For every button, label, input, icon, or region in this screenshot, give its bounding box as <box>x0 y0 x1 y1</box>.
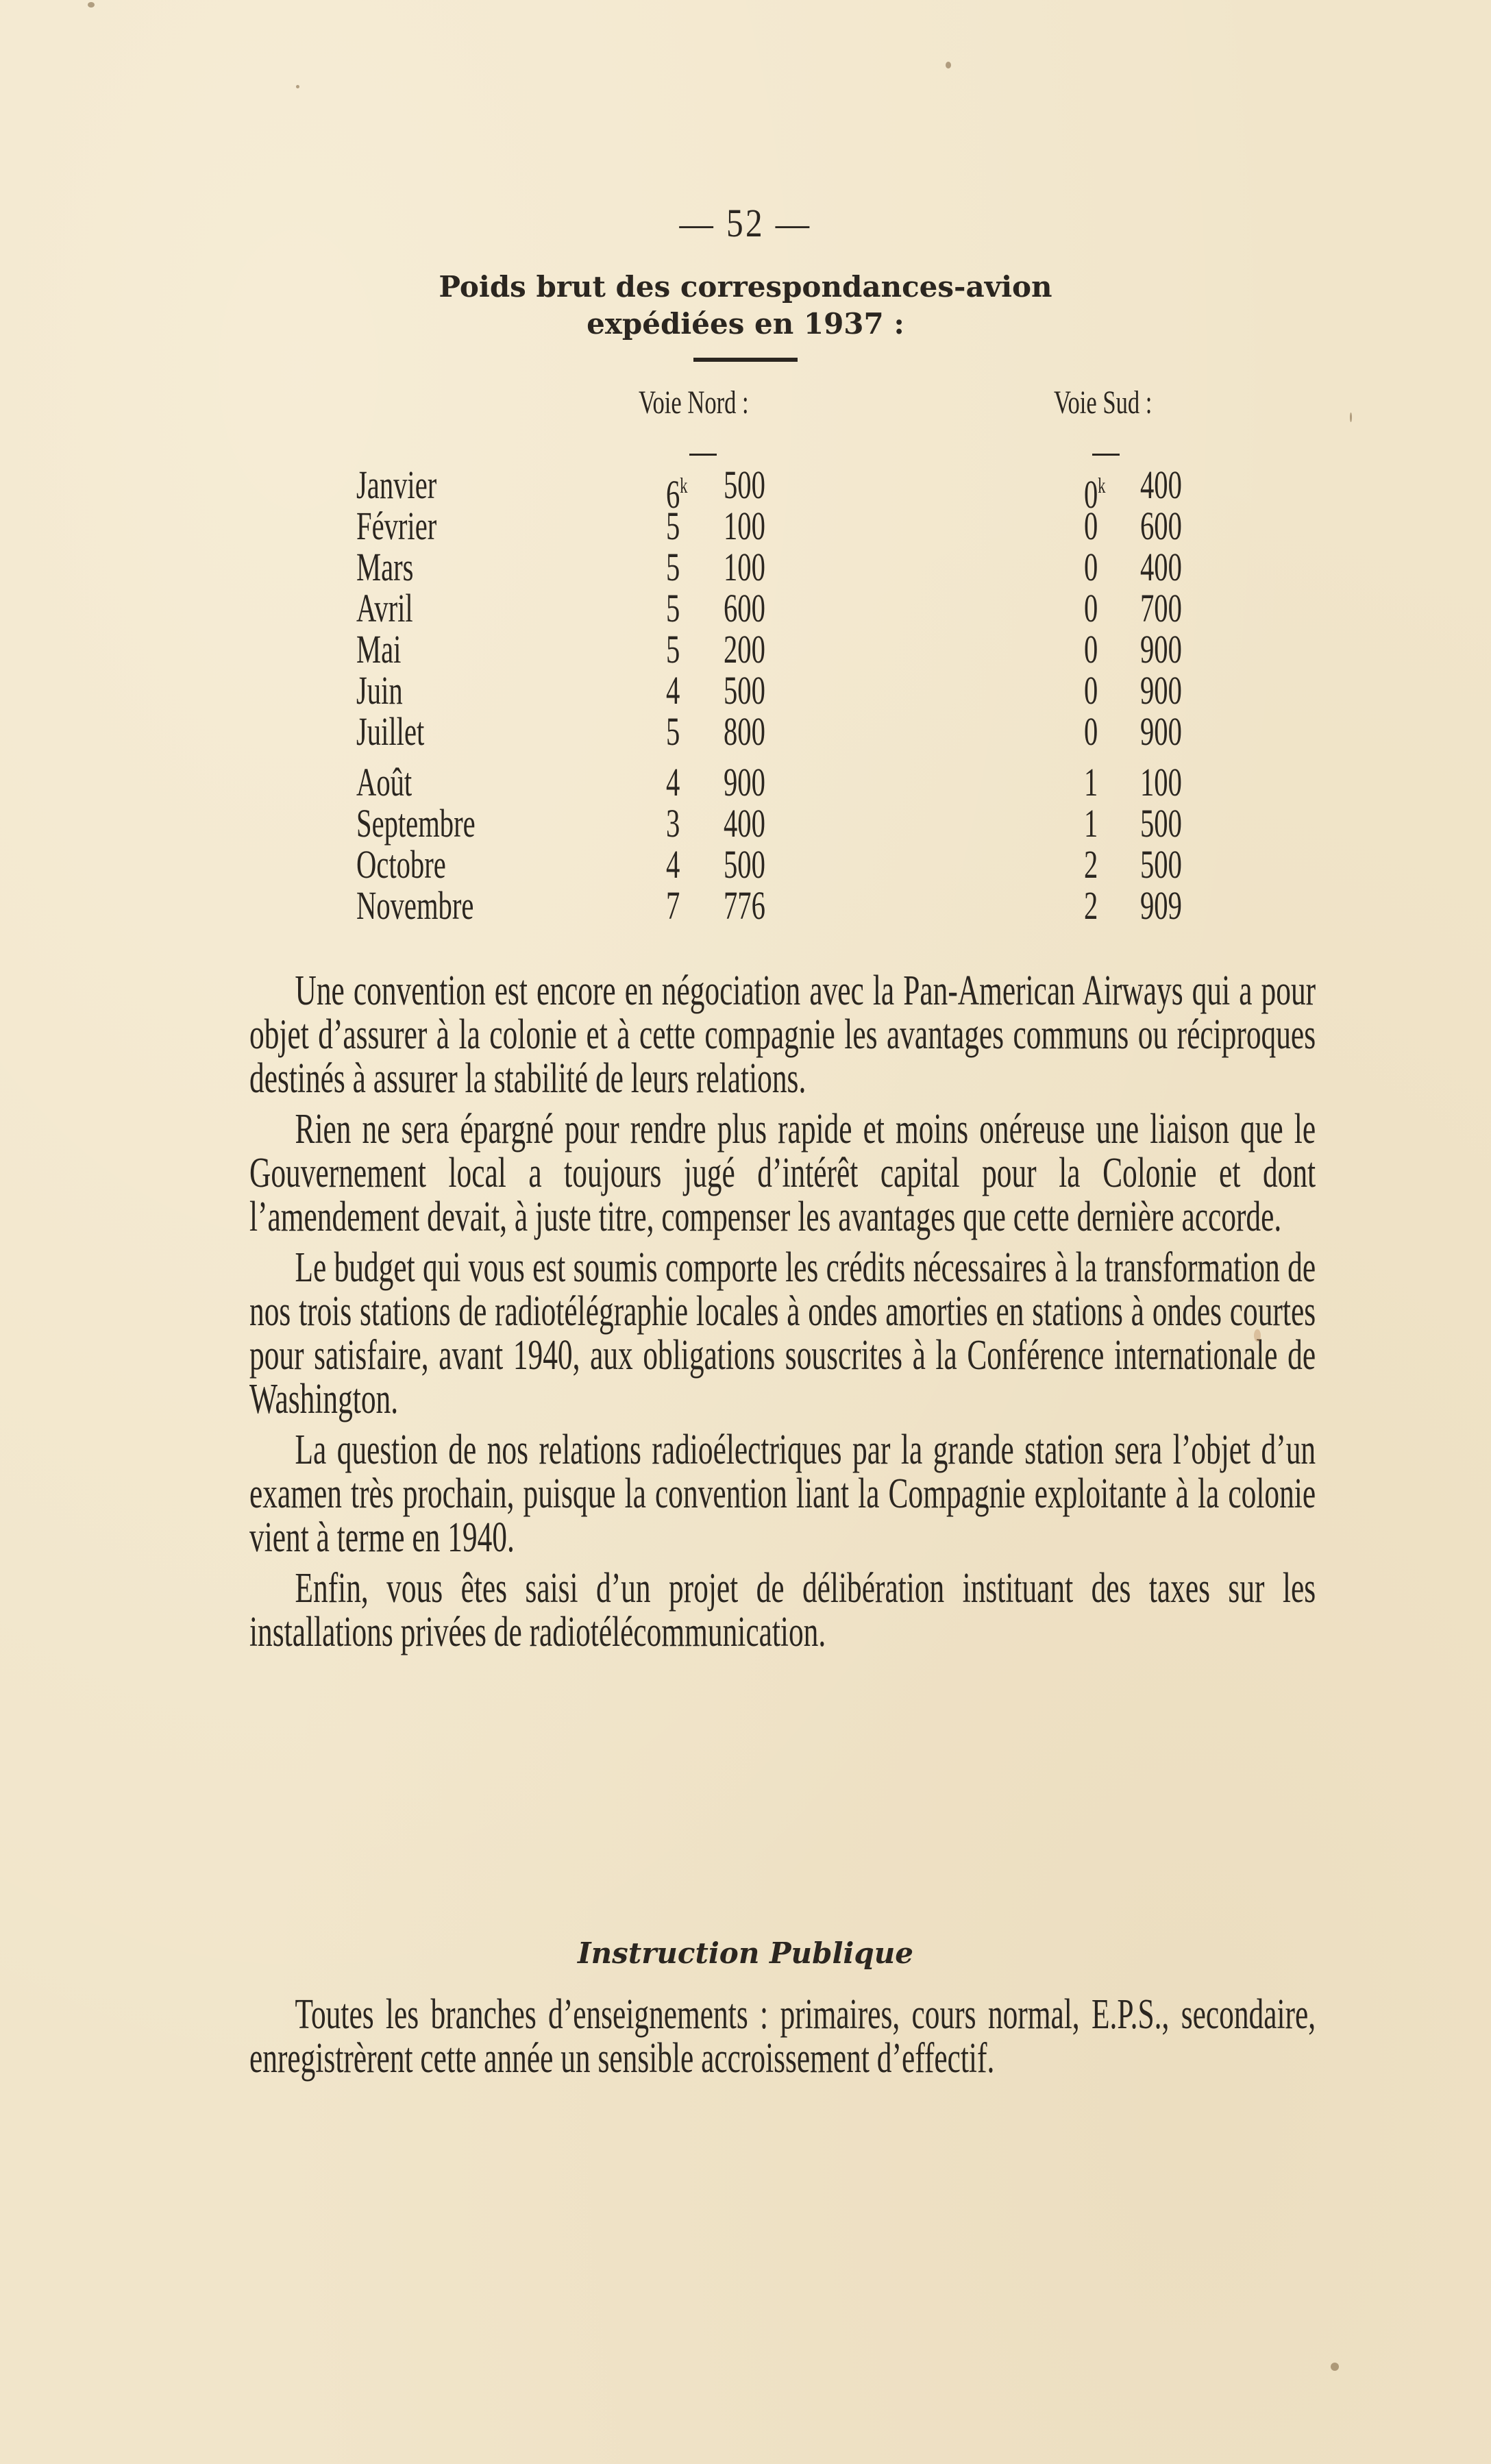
table-title <box>0 269 1491 343</box>
voie-nord-kg: 5 <box>666 545 680 589</box>
table-row <box>356 711 1247 752</box>
page-number: — 52 — <box>679 201 812 245</box>
kilogram-unit-mark: k <box>1098 473 1106 497</box>
column-dash-sud <box>1092 454 1120 456</box>
voie-nord-kg: 3 <box>666 801 680 846</box>
voie-nord-kg: 5 <box>666 709 680 754</box>
table-title-line-1: Poids brut des correspondances-avion <box>439 270 1052 304</box>
voie-nord-g: 500 <box>724 842 765 887</box>
column-dash-nord <box>689 454 717 456</box>
body-text-block <box>249 969 1316 1654</box>
voie-sud-g: 900 <box>1140 668 1182 713</box>
voie-nord-g: 100 <box>724 545 765 589</box>
paragraph-budget-radio: Le budget qui vous est soumis comporte les crédits nécessaires à la transformation de nos trois stations de radiotélégraphie locales à ondes amorties en stations à ondes courtes pour satisfaire, avant 1940, aux obligations souscrites à la Conférence internationale de Washington. <box>249 1244 1316 1422</box>
month-label: Août <box>356 760 412 804</box>
voie-nord-kg: 4 <box>666 760 680 804</box>
table-title-line-2: expédiées en 1937 : <box>587 307 904 341</box>
section-heading-instruction-publique: Instruction Publique <box>577 1936 913 1970</box>
voie-nord-g: 900 <box>724 760 765 804</box>
voie-sud-kg: 1 <box>1084 760 1098 804</box>
month-label: Novembre <box>356 883 474 928</box>
paragraph-pan-american: Une convention est encore en négociation avec la Pan-American Airways qui a pour objet d’assurer à la colonie et à cette compagnie les avantages communs ou réciproques destinés à assurer la stabilité de leurs relations. <box>249 968 1316 1102</box>
voie-nord-kg: 4 <box>666 842 680 887</box>
paragraph-liaison: Rien ne sera épargné pour rendre plus rapide et moins onéreuse une liaison que le Gouvernement local a toujours jugé d’intérêt capital pour la Colonie et dont l’amendement devait, à juste titre, compenser les avantages que cette dernière accorde. <box>249 1106 1316 1240</box>
voie-sud-g: 500 <box>1140 842 1182 887</box>
voie-nord-g: 100 <box>724 504 765 548</box>
paper-speck <box>946 62 951 69</box>
month-label: Janvier <box>356 463 437 507</box>
voie-sud-g: 900 <box>1140 709 1182 754</box>
column-header-voie-sud: Voie Sud : <box>1054 384 1153 421</box>
month-label: Mai <box>356 627 402 672</box>
voie-nord-g: 500 <box>724 463 765 507</box>
paragraph-enseignements: Toutes les branches d’enseignements : primaires, cours normal, E.P.S., secondaire, enregistrèrent cette année un sensible accroissement d’effectif. <box>249 1991 1316 2082</box>
month-label: Octobre <box>356 842 446 887</box>
voie-sud-kg: 0 <box>1084 627 1098 672</box>
section-body-text <box>249 1993 1316 2080</box>
voie-sud-g: 909 <box>1140 883 1182 928</box>
voie-sud-kg: 0 <box>1084 504 1098 548</box>
voie-nord-kg: 5 <box>666 586 680 630</box>
voie-sud-kg: 0 <box>1084 545 1098 589</box>
voie-sud-g: 600 <box>1140 504 1182 548</box>
voie-sud-kg: 0$^k$ <box>1084 472 1106 517</box>
paragraph-taxes: Enfin, vous êtes saisi d’un projet de délibération instituant des taxes sur les installations privées de radiotélécommunication. <box>249 1565 1316 1655</box>
paper-speck <box>1350 412 1352 422</box>
paper-stain <box>1254 1329 1261 1342</box>
paper-speck <box>88 2 95 8</box>
table-row <box>356 844 1247 885</box>
voie-nord-g: 500 <box>724 668 765 713</box>
month-label: Mars <box>356 545 414 589</box>
table-row <box>356 762 1247 803</box>
month-label: Juin <box>356 668 403 713</box>
column-header-voie-nord: Voie Nord : <box>639 384 749 421</box>
voie-sud-g: 400 <box>1140 463 1182 507</box>
voie-sud-kg: 0 <box>1084 668 1098 713</box>
voie-nord-kg: 6$^k$ <box>666 472 688 517</box>
voie-nord-kg: 4 <box>666 668 680 713</box>
voie-sud-kg: 0 <box>1084 709 1098 754</box>
month-label: Février <box>356 504 437 548</box>
month-label: Juillet <box>356 709 425 754</box>
voie-nord-g: 800 <box>724 709 765 754</box>
voie-nord-g: 600 <box>724 586 765 630</box>
voie-sud-g: 700 <box>1140 586 1182 630</box>
voie-nord-g: 776 <box>724 883 765 928</box>
table-row <box>356 803 1247 844</box>
table-row <box>356 463 1247 517</box>
voie-nord-kg: 7 <box>666 883 680 928</box>
voie-sud-kg: 0 <box>1084 586 1098 630</box>
voie-nord-g: 400 <box>724 801 765 846</box>
paper-speck <box>296 85 299 88</box>
voie-sud-g: 500 <box>1140 801 1182 846</box>
voie-nord-kg: 5 <box>666 504 680 548</box>
paragraph-grande-station: La question de nos relations radioélectriques par la grande station sera l’objet d’un examen très prochain, puisque la convention liant la Compagnie exploitante à la colonie vient à terme en 1940. <box>249 1427 1316 1561</box>
voie-sud-g: 400 <box>1140 545 1182 589</box>
table-row <box>356 885 1247 926</box>
table-row <box>356 670 1247 711</box>
table-row <box>356 547 1247 588</box>
voie-sud-kg: 2 <box>1084 883 1098 928</box>
table-row <box>356 506 1247 547</box>
table-row <box>356 629 1247 670</box>
voie-sud-kg: 1 <box>1084 801 1098 846</box>
voie-sud-g: 900 <box>1140 627 1182 672</box>
title-rule-divider <box>693 358 798 362</box>
voie-sud-g: 100 <box>1140 760 1182 804</box>
month-label: Avril <box>356 586 413 630</box>
voie-sud-kg: 2 <box>1084 842 1098 887</box>
table-row <box>356 588 1247 629</box>
paper-speck <box>1331 2363 1339 2371</box>
kilogram-unit-mark: k <box>680 473 688 497</box>
month-label: Septembre <box>356 801 476 846</box>
voie-nord-kg: 5 <box>666 627 680 672</box>
voie-nord-g: 200 <box>724 627 765 672</box>
